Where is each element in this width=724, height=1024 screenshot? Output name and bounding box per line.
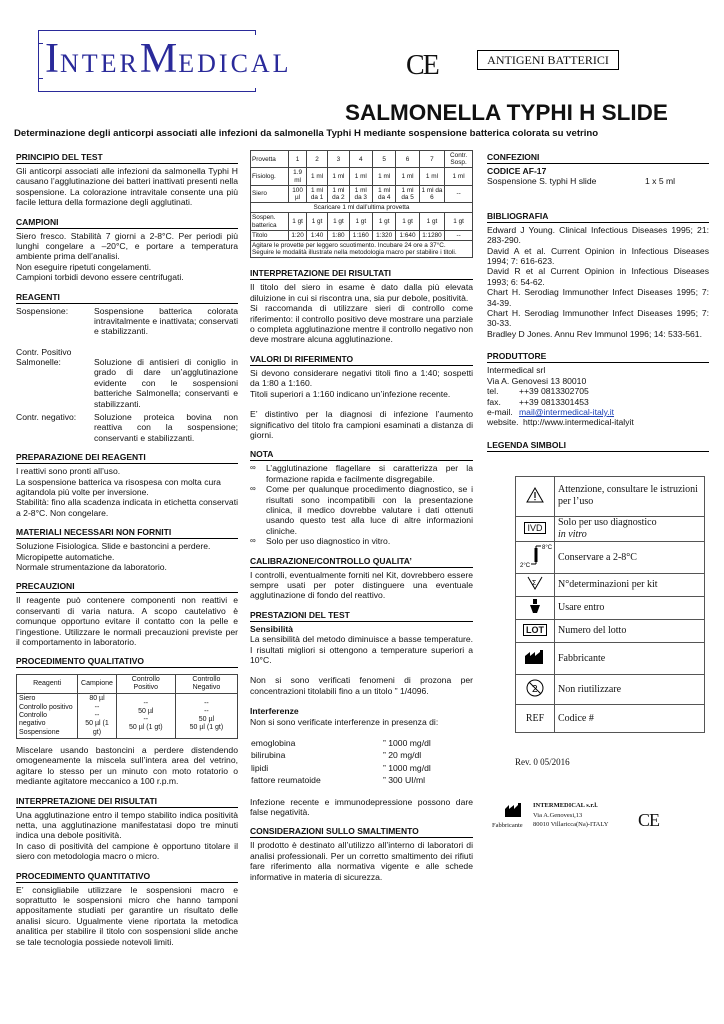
table-row: fattore reumatoide ” 300 UI/ml [251,775,426,786]
table-header: Campione [78,675,117,694]
list-item: ∞ Solo per uso diagnostico in vitro. [250,536,391,547]
rif-text: Si devono considerare negativi titoli fino a 1:40; sospetti da 1:80 a 1:160. [250,367,473,389]
list-item: David A et al. Current Opinion in Infectious Diseases 1994; 7: 616-623. [487,245,709,267]
qualitativo-text: Miscelare usando bastoncini a perdere distendendo omogeneamente la miscela sull’intera area del vetrino, agitare lo stesso per un minuto con moto rotatorio o mediante agitatore meccanico a 100 r.p.m. [16,744,238,787]
producer-address: Via A. Genovesi 13 80010 [487,375,587,386]
svg-text:8°C: 8°C [542,544,553,551]
legend-label: in vitro [558,528,587,540]
mat-line: Normale strumentazione da laboratorio. [16,561,167,572]
legend-label: Attenzione, consultare le istruzioni per l’uso [555,476,705,516]
table-row [516,476,705,516]
table-row [516,516,705,541]
table-row: Provetta 1 2 3 4 5 6 7 Contr. Sosp. [251,151,473,168]
svg-text:Σ: Σ [532,580,537,588]
table-header: Controllo Negativo [175,675,237,694]
reagent-label: Sospensione: [16,305,69,316]
reagents-list [16,306,238,443]
table-row [516,541,705,573]
phone: ++39 0813302705 [519,386,589,397]
temperature-icon [516,541,555,573]
interp-text: Il titolo del siero in esame è dato dalla più elevata diluizione in cui si riscontra una, sia pur debole, positività. [250,282,473,303]
table-row: Sospen. batterica 1 gt 1 gt 1 gt 1 gt 1 gt 1 gt 1 gt 1 gt [251,213,473,230]
reagent-text: Sospensione batterica colorata intravitalmente e inattivata; conservati e stabilizzanti. [94,305,238,337]
table-header: Reagenti [17,675,78,694]
reagent-text: Soluzione di antisieri di coniglio in grado di dare un’agglutinazione evidente con le sospensioni batteriche Salmonella; conservanti e stabilizzanti. [94,356,238,409]
section-calibrazione: CALIBRAZIONE/CONTROLLO QUALITA’ [250,556,473,568]
dilution-table [250,150,473,258]
manufacturer-icon [504,802,524,818]
prep-line: I reattivi sono pronti all’uso. [16,466,121,477]
section-riferimento: VALORI DI RIFERIMENTO [250,354,473,366]
table-row: lipidi ” 1000 mg/dl [251,762,431,773]
section-materiali: MATERIALI NECESSARI NON FORNITI [16,527,238,539]
table-row [516,596,705,619]
legend-label: N°determinazioni per kit [555,573,705,596]
reagent-label: Contr. negativo: [16,411,77,422]
section-qualitativo: PROCEDIMENTO QUALITATIVO [16,656,238,668]
table-row: Siero 100 µl 1 ml da 1 1 ml da 2 1 ml da 3 1 ml da 4 1 ml da 5 1 ml da 6 -- [251,185,473,202]
product-code: CODICE AF-17 [487,166,547,176]
ivd-icon: IVD [516,516,555,541]
section-nota: NOTA [250,449,473,461]
do-not-reuse-icon [516,674,555,704]
subtitle: Determinazione degli anticorpi associati alle infezioni da salmonella Typhi H mediante sospensione batterica colorata su vetrino [14,128,599,139]
section-legenda: LEGENDA SIMBOLI [487,440,709,452]
middle-column [250,150,473,882]
legend-label: Non riutilizzare [555,674,705,704]
table-header: Controllo Positivo [116,675,175,694]
producer-name: Intermedical srl [487,365,546,376]
table-row: Scaricare 1 ml dall’ultima provetta [251,203,473,213]
lot-icon: LOT [516,619,555,642]
section-prestazioni: PRESTAZIONI DEL TEST [250,610,473,622]
table-row [516,642,705,674]
footer-stamp [492,800,712,840]
mat-line: Soluzione Fisiologica. Slide e bastoncini a perdere. [16,541,211,552]
prozona-text: Non si sono verificati fenomeni di prozona per concentrazioni titolabili fino a un titolo ” 1/4096. [250,675,473,696]
section-quantitativo: PROCEDIMENTO QUANTITATIVO [16,871,238,883]
list-item: ∞ Come per qualunque procedimento diagnostico, se i risultati sono incompatibili con la presentazione clinica, il medico dovrebbe valutare i dati ottenuti usando questo test alla luce di altre informazioni cliniche. [250,484,473,536]
manufacturer-icon [516,642,555,674]
table-row [516,674,705,704]
quantitativo-text: E’ consigliabile utilizzare le sospensioni macro e soprattutto le sospensioni micro che hanno tamponi appositamente studiati per garantire un risultato delle analisi sicuro. Ugualmente viene riportata la metodica analitica per stabilire il titolo con sospensioni slide anche se tale tecnologia possiede notevoli limiti. [16,884,238,947]
section-campioni: CAMPIONI [16,217,238,229]
right-column: CONFEZIONI CODICE AF-17 Sospensione S. typhi H slide 1 x 5 ml BIBLIOGRAFIA Edward J Young. Clinical Infectious Diseases 1995; 21: 283-290. David A et al. Current Opinion in Infectious Diseases 1994; 7: 616-623. David R et al Current Opinion in Infectious Diseases 1993; 6: 54-62. Chart H. Serodiag Immunother Infect Diseases 1995; 7: 34-39. Chart H. Serodiag Immunother Infect Diseases 1995; 7: 30-33. Bradley D Jones. Annu Rev Immunol 1996; 14: 533-561. PRODUTTORE Intermedical srl Via A. Genovesi 13 80010 tel. ++39 0813302705 fax. ++39 0813301453 e-mail. mail@intermedical-italy.it website. http://www.intermedical-italyit LEGENDA SIMBOLI Attenzione, consultare le istruzioni per l’uso IVD Solo per uso diagnostico in vitro 8°C 2°C Conservare a 2-8°C Σ N°determinazioni per kit Usare entro LOT Numero del lotto Fabbricante 2 Non riutilizzare REF Codice # Rev. 0 05/2016 [487,152,709,767]
reagent-label: Contr. Positivo Salmonelle: [16,346,72,368]
table-row [516,573,705,596]
section-precauzioni: PRECAUZIONI [16,581,238,593]
table-row: emoglobina ” 1000 mg/dl [251,738,431,749]
ce-mark: CE [638,810,660,830]
website-link[interactable]: http://www.intermedical-italyit [523,417,634,428]
legend-label: Numero del lotto [555,619,705,642]
category-box: ANTIGENI BATTERICI [477,50,619,70]
interferences-list [250,737,473,787]
rif-text: E’ distintivo per la diagnosi di infezione l’aumento significativo del titolo fra campioni esaminati a distanza di giorni. [250,409,473,440]
prep-line: La sospensione batterica va risospesa con molta cura agitandola più volte per inversione. [16,476,221,497]
section-reagenti: REAGENTI [16,292,238,304]
section-confezioni: CONFEZIONI [487,152,709,164]
interp-text: Si raccomanda di utilizzare sieri di controllo come riferimento: il controllo positivo deve mostrare una parziale o completa agglutinazione mentre il controllo negativo non deve mostrare alcuna agglutinazione. [250,303,473,345]
legend-label: Codice # [555,704,705,732]
table-row: Siero Controllo positivo Controllo negativo Sospensione 80 µl -- -- 50 µl (1 gt) -- 50 µl -- 50 µl (1 gt) -- -- 50 µl 50 µl (1 gt) [17,694,238,738]
legend-label: Conservare a 2-8°C [555,541,705,573]
section-interpretazione: INTERPRETAZIONE DEI RISULTATI [250,268,473,280]
table-row [516,619,705,642]
rif-text: Titoli superiori a 1:160 indicano un’infezione recente. [250,388,451,399]
interf-text: Non si sono verificate interferenze in presenza di: [250,716,439,727]
qualitative-table [16,674,238,738]
table-row: Agitare le provette per leggero scuotimento. Incubare 24 ore a 37°C. Seguire le modalità illustrate nella metodologia macro per stabilire i titoli. [251,241,473,258]
section-principio: PRINCIPIO DEL TEST [16,152,238,164]
ce-mark: CE [406,50,438,81]
list-item: Chart H. Serodiag Immunother Infect Diseases 1995; 7: 34-39. [487,287,709,308]
list-item: David R et al Current Opinion in Infectious Diseases 1993; 6: 54-62. [487,266,709,287]
section-interpretazione: INTERPRETAZIONE DEI RISULTATI [16,796,238,808]
warning-icon [516,476,555,516]
interf-text: Infezione recente e immunodepressione possono dare false negatività. [250,796,473,818]
svg-text:2: 2 [532,683,538,695]
footer-company: INTERMEDICAL s.r.l. [533,802,598,809]
list-item: Bradley D Jones. Annu Rev Immunol 1996; 14: 533-561. [487,328,702,339]
nota-list [250,463,473,546]
section-smaltimento: CONSIDERAZIONI SULLO SMALTIMENTO [250,826,473,838]
legend-table [515,476,705,733]
smalt-text: Il prodotto è destinato all’utilizzo all’interno di laboratori di analisi professionali. Per un corretto smaltimento dei rifiuti fare riferimento alla normativa vigente e alle schede informative in materia di sicurezza. [250,840,473,882]
logo: INTERMEDICAL [38,30,256,92]
list-item: Sospensione S. typhi H slide 1 x 5 ml [487,176,676,187]
page-title: SALMONELLA TYPHI H SLIDE [345,100,668,125]
table-row: Titolo 1:20 1:40 1:80 1:160 1:320 1:640 1:1280 -- [251,230,473,240]
list-item: Chart H. Serodiag Immunother Infect Diseases 1995; 7: 30-33. [487,308,709,329]
revision: Rev. 0 05/2016 [515,756,570,767]
tests-count-icon [516,573,555,596]
campioni-text: Siero fresco. Stabilità 7 giorni a 2-8°C. Per periodi più lunghi congelare a –20°C, e portare a temperatura ambiente prima dell’analisi. [16,230,238,262]
mat-line: Micropipette automatiche. [16,551,115,562]
section-bibliografia: BIBLIOGRAFIA [487,211,709,223]
table-row: bilirubina ” 20 mg/dl [251,750,422,761]
sens-text: La sensibilità del metodo diminuisce a basse temperature. I risultati migliori si ottengono a temperature superiori a 10°C. [250,634,473,665]
legend-label: Solo per uso diagnostico [558,516,657,528]
footer-address: 80010 Villaricca(Na)-ITALY [533,821,609,828]
use-by-icon [516,596,555,619]
campioni-line: Non eseguire ripetuti congelamenti. [16,261,152,272]
reagent-text: Soluzione proteica bovina non reattiva con la sospensione; conservanti e stabilizzanti. [94,411,238,443]
fax: ++39 0813301453 [519,396,589,407]
principio-text: Gli anticorpi associati alle infezioni da salmonella Typhi H causano l’agglutinazione dei batteri inattivati presenti nella sospensione. La colorazione intravitale consente una più facile lettura della formazione degli agglutinati. [16,166,238,208]
list-item: ∞ L’agglutinazione flagellare si caratterizza per la formazione rapida e facilmente disgregabile. [250,463,473,484]
table-row: Fisiolog. 1.9 ml 1 ml 1 ml 1 ml 1 ml 1 ml 1 ml 1 ml [251,168,473,185]
legend-label: Fabbricante [555,642,705,674]
precauzioni-text: Il reagente può contenere componenti non reattivi e conservanti di varia natura. A scopo cautelativo è comunque opportuno evitare il contatto con la pelle e l’ingestione. Utilizzare le normali precauzioni previste per il comportamento in laboratorio. [16,595,238,647]
footer-address: Via A.Genovesi,13 [533,812,583,819]
footer-label: Fabbricante [492,822,523,829]
section-produttore: PRODUTTORE [487,351,709,363]
table-row [516,704,705,732]
list-item: Edward J Young. Clinical Infectious Diseases 1995; 21: 283-290. [487,224,709,246]
interp-text: In caso di positività del campione è opportuno titolare il siero con metodologia macro o micro. [16,840,238,862]
prep-line: Stabilità: fino alla scadenza indicata in etichetta conservati a 2-8°C. Non congelare. [16,497,238,518]
legend-label: Usare entro [555,596,705,619]
left-column [16,152,238,947]
cal-text: I controlli, eventualmente forniti nel Kit, dovrebbero essere sempre usati per poter distinguere una eventuale agglutinazione di fondo del reattivo. [250,569,473,601]
svg-text:2°C: 2°C [520,562,531,569]
section-preparazione: PREPARAZIONE DEI REAGENTI [16,452,238,464]
ref-icon: REF [516,704,555,732]
campioni-line: Campioni torbidi devono essere centrifugati. [16,272,184,283]
interp-text: Una agglutinazione entro il tempo stabilito indica positività netta, una agglutinazione manifestatasi dopo tre minuti indica una debole positività. [16,809,238,841]
sens-title: Sensibilità [250,623,293,634]
interf-title: Interferenze [250,706,299,717]
email-link[interactable]: mail@intermedical-italy.it [519,406,615,417]
